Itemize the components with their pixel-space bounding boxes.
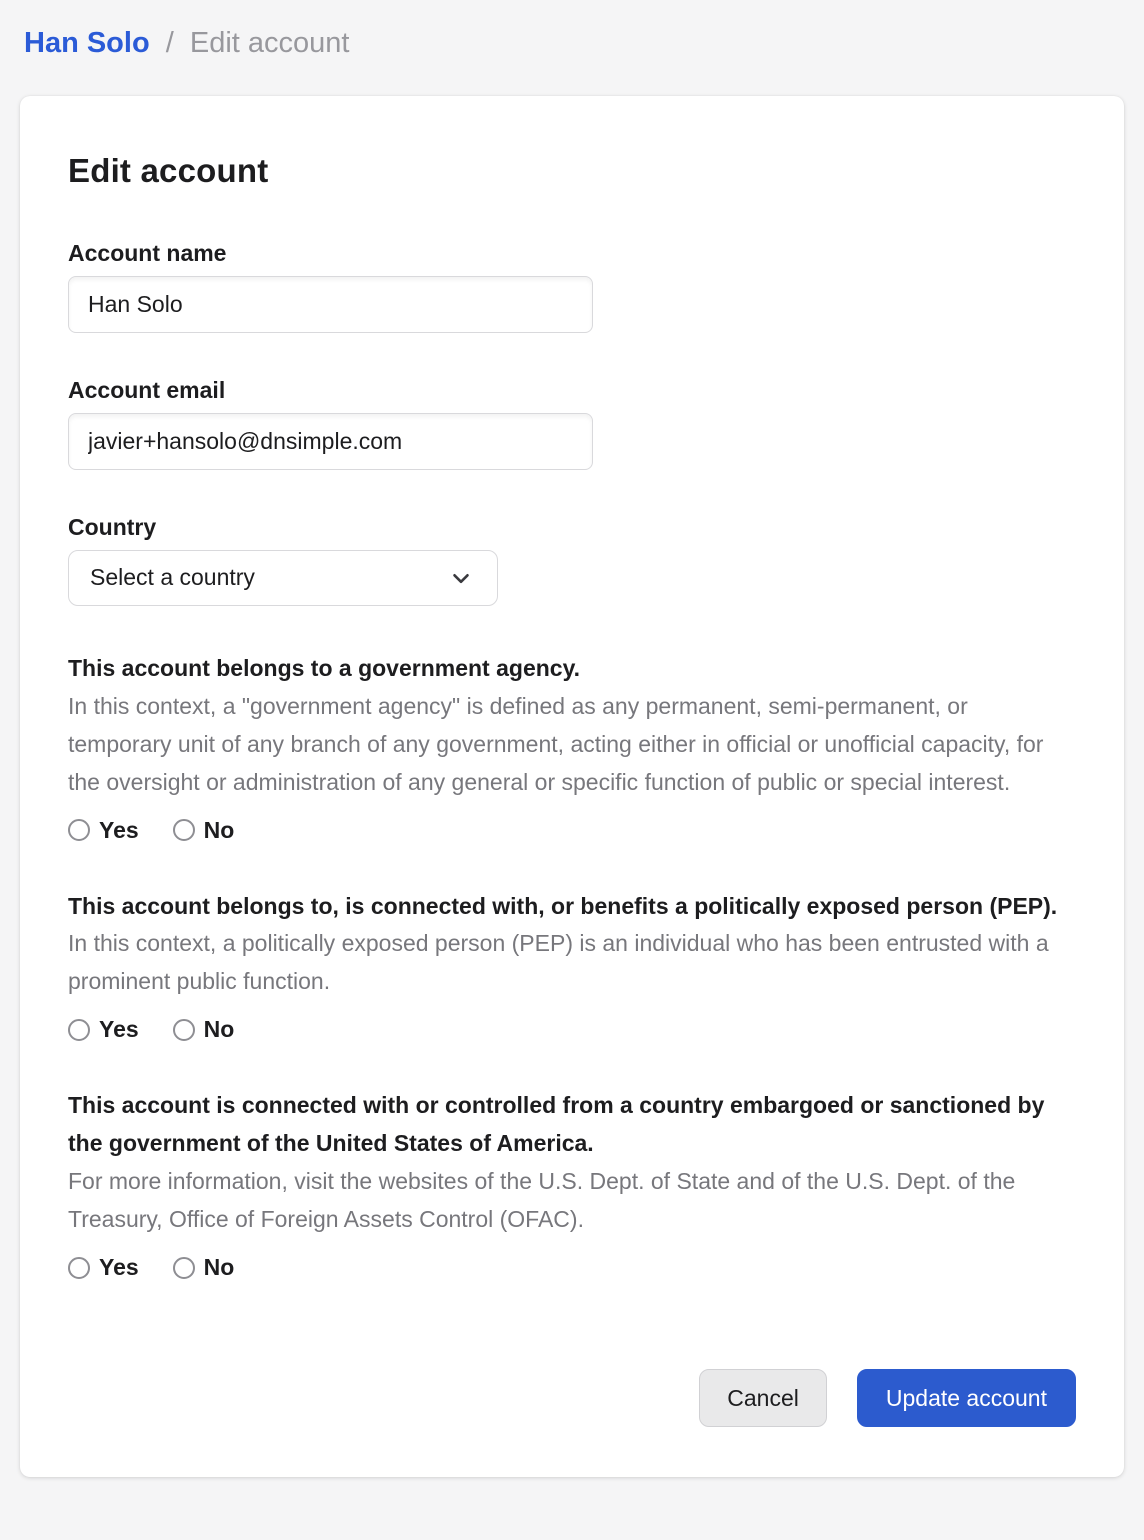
country-select[interactable] — [68, 550, 498, 606]
question-government-agency — [68, 650, 1076, 844]
question-title: This account is connected with or controlled from a country embargoed or sanctioned by the government of the United States of America. — [68, 1092, 1045, 1157]
question-pep — [68, 888, 1076, 1044]
radio-yes-label: Yes — [99, 1016, 139, 1043]
radio-yes-label: Yes — [99, 1254, 139, 1281]
question-title: This account belongs to, is connected with, or benefits a politically exposed person (PEP). — [68, 892, 1058, 919]
question-description: In this context, a politically exposed person (PEP) is an individual who has been entrusted with a prominent public function. — [68, 930, 1049, 995]
country-field — [68, 514, 1076, 606]
radio-option-no[interactable] — [173, 817, 235, 844]
breadcrumb-separator: / — [165, 27, 174, 59]
edit-account-card — [20, 96, 1124, 1477]
radio-group-government-agency — [68, 817, 1076, 844]
update-account-button[interactable]: Update account — [857, 1369, 1076, 1427]
question-description: For more information, visit the websites of the U.S. Dept. of State and of the U.S. Dept. of the Treasury, Office of Foreign Assets Control (OFAC). — [68, 1168, 1016, 1233]
country-label: Country — [68, 513, 157, 540]
account-email-field — [68, 377, 1076, 470]
radio-no-input[interactable] — [173, 819, 195, 841]
country-select-value: Select a country — [90, 564, 255, 591]
radio-group-embargoed-country — [68, 1254, 1076, 1281]
form-actions — [68, 1369, 1076, 1427]
radio-no-label: No — [203, 816, 235, 843]
radio-yes-input[interactable] — [68, 819, 90, 841]
question-embargoed-country — [68, 1087, 1076, 1281]
question-title: This account belongs to a government agency. — [68, 654, 581, 681]
radio-option-no[interactable] — [173, 1016, 235, 1043]
account-name-field — [68, 240, 1076, 333]
breadcrumb-current-page: Edit account — [189, 27, 350, 59]
radio-yes-input[interactable] — [68, 1257, 90, 1279]
chevron-down-icon — [448, 565, 474, 591]
radio-group-pep — [68, 1016, 1076, 1043]
account-email-label: Account email — [68, 376, 226, 403]
radio-option-no[interactable] — [173, 1254, 235, 1281]
cancel-button[interactable]: Cancel — [699, 1369, 827, 1427]
account-name-label: Account name — [68, 239, 227, 266]
radio-yes-label: Yes — [99, 816, 139, 843]
account-email-input[interactable] — [68, 413, 593, 470]
radio-option-yes[interactable] — [68, 1254, 139, 1281]
breadcrumb-account-link[interactable]: Han Solo — [24, 27, 150, 59]
radio-yes-input[interactable] — [68, 1019, 90, 1041]
radio-no-label: No — [203, 1016, 235, 1043]
breadcrumb — [0, 0, 1144, 61]
radio-no-label: No — [203, 1254, 235, 1281]
question-description: In this context, a "government agency" is defined as any permanent, semi-permanent, or temporary unit of any branch of any government, acting either in official or unofficial capacity, for the oversight or administration of any general or specific function of public or special interest. — [68, 692, 1044, 795]
radio-no-input[interactable] — [173, 1257, 195, 1279]
page-title: Edit account — [68, 151, 269, 189]
account-name-input[interactable] — [68, 276, 593, 333]
radio-no-input[interactable] — [173, 1019, 195, 1041]
radio-option-yes[interactable] — [68, 817, 139, 844]
radio-option-yes[interactable] — [68, 1016, 139, 1043]
